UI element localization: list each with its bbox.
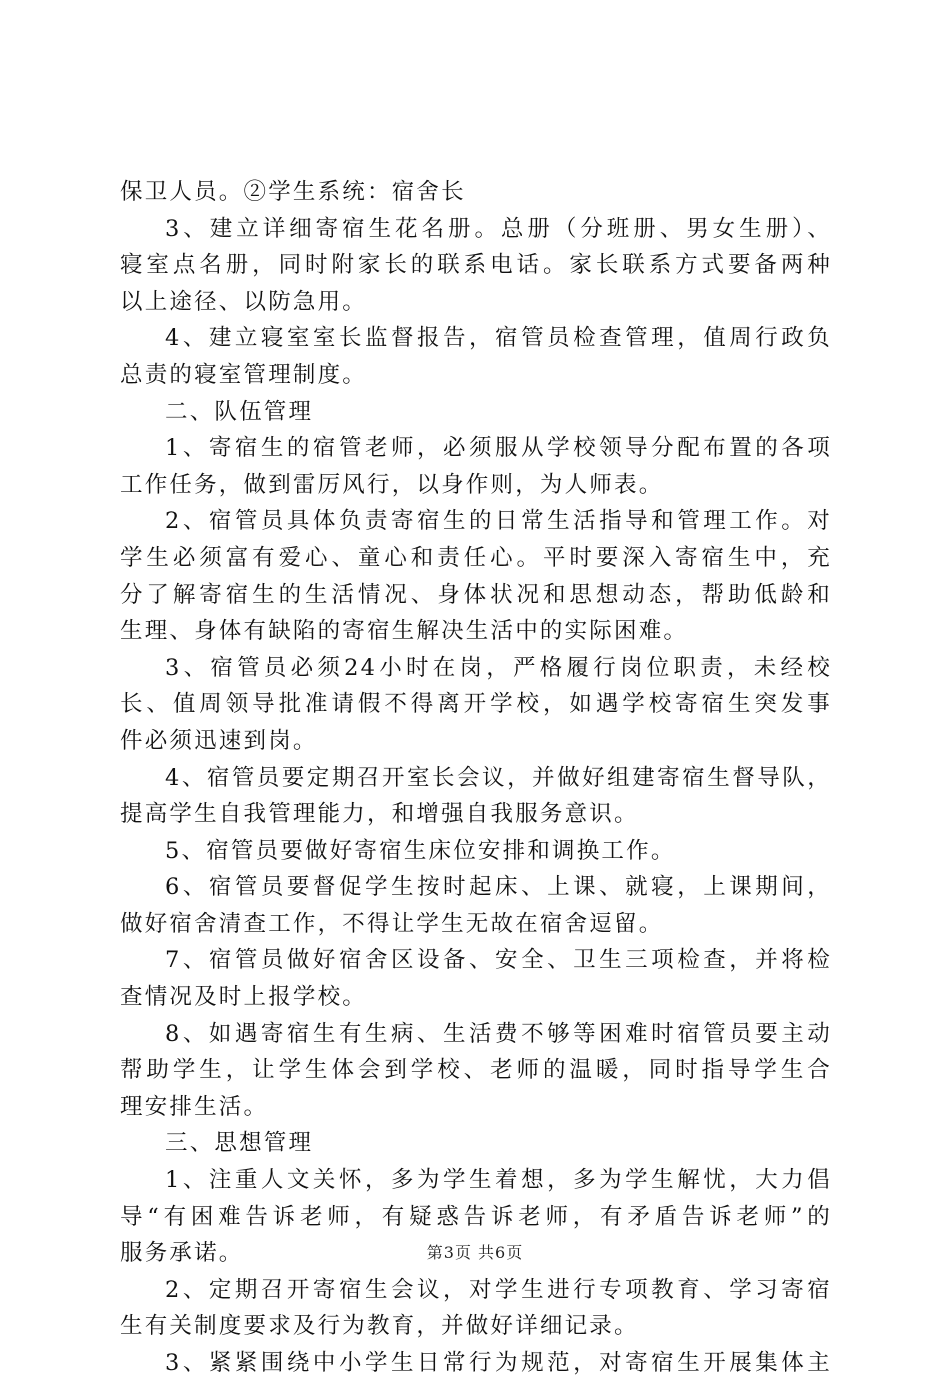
text-line: 提高学生自我管理能力，和增强自我服务意识。 bbox=[120, 801, 639, 828]
text-line: 导“有困难告诉老师，有疑惑告诉老师，有矛盾告诉老师”的 bbox=[120, 1203, 832, 1230]
text-line: 1、注重人文关怀，多为学生着想，多为学生解忧，大力倡 bbox=[165, 1167, 832, 1194]
text-line: 理安排生活。 bbox=[120, 1093, 269, 1120]
text-line: 工作任务，做到雷厉风行，以身作则，为人师表。 bbox=[120, 471, 664, 498]
text-line: 服务承诺。 bbox=[120, 1240, 244, 1267]
page-footer: 第3页 共6页 bbox=[426, 1243, 524, 1262]
text-line: 学生必须富有爱心、童心和责任心。平时要深入寄宿生中，充 bbox=[120, 544, 832, 571]
text-line: 4、宿管员要定期召开室长会议，并做好组建寄宿生督导队， bbox=[165, 764, 832, 791]
text-line: 帮助学生，让学生体会到学校、老师的温暖，同时指导学生合 bbox=[120, 1057, 832, 1084]
section-heading: 三、思想管理 bbox=[165, 1130, 314, 1157]
text-line: 3、建立详细寄宿生花名册。总册（分班册、男女生册）、 bbox=[165, 215, 832, 242]
text-line: 4、建立寝室室长监督报告，宿管员检查管理，值周行政负 bbox=[165, 325, 832, 352]
text-line: 2、定期召开寄宿生会议，对学生进行专项教育、学习寄宿 bbox=[165, 1276, 832, 1303]
text-line: 寝室点名册，同时附家长的联系电话。家长联系方式要备两种 bbox=[120, 252, 832, 279]
text-line: 3、紧紧围绕中小学生日常行为规范，对寄宿生开展集体主 bbox=[165, 1350, 832, 1376]
text-line: 总责的寝室管理制度。 bbox=[120, 361, 368, 388]
text-line: 7、宿管员做好宿舍区设备、安全、卫生三项检查，并将检 bbox=[165, 947, 832, 974]
text-line: 8、如遇寄宿生有生病、生活费不够等困难时宿管员要主动 bbox=[165, 1020, 832, 1047]
text-line: 以上途径、以防急用。 bbox=[120, 288, 368, 315]
text-line: 生理、身体有缺陷的寄宿生解决生活中的实际困难。 bbox=[120, 618, 689, 645]
text-line: 3、宿管员必须24小时在岗，严格履行岗位职责，未经校 bbox=[165, 654, 832, 681]
text-line: 生有关制度要求及行为教育，并做好详细记录。 bbox=[120, 1313, 639, 1340]
text-line: 查情况及时上报学校。 bbox=[120, 984, 368, 1011]
text-line: 2、宿管员具体负责寄宿生的日常生活指导和管理工作。对 bbox=[165, 508, 832, 535]
text-line: 保卫人员。②学生系统：宿舍长 bbox=[120, 179, 466, 205]
text-line: 分了解寄宿生的生活情况、身体状况和思想动态，帮助低龄和 bbox=[120, 581, 832, 608]
text-line: 1、寄宿生的宿管老师，必须服从学校领导分配布置的各项 bbox=[165, 435, 832, 462]
text-line: 做好宿舍清查工作，不得让学生无故在宿舍逗留。 bbox=[120, 910, 664, 937]
body-text bbox=[120, 174, 832, 1382]
text-line: 长、值周领导批准请假不得离开学校，如遇学校寄宿生突发事 bbox=[120, 691, 832, 718]
text-line: 5、宿管员要做好寄宿生床位安排和调换工作。 bbox=[165, 837, 676, 864]
text-line: 件必须迅速到岗。 bbox=[120, 727, 318, 754]
text-line: 6、宿管员要督促学生按时起床、上课、就寝，上课期间， bbox=[165, 874, 832, 901]
section-heading: 二、队伍管理 bbox=[165, 398, 314, 425]
